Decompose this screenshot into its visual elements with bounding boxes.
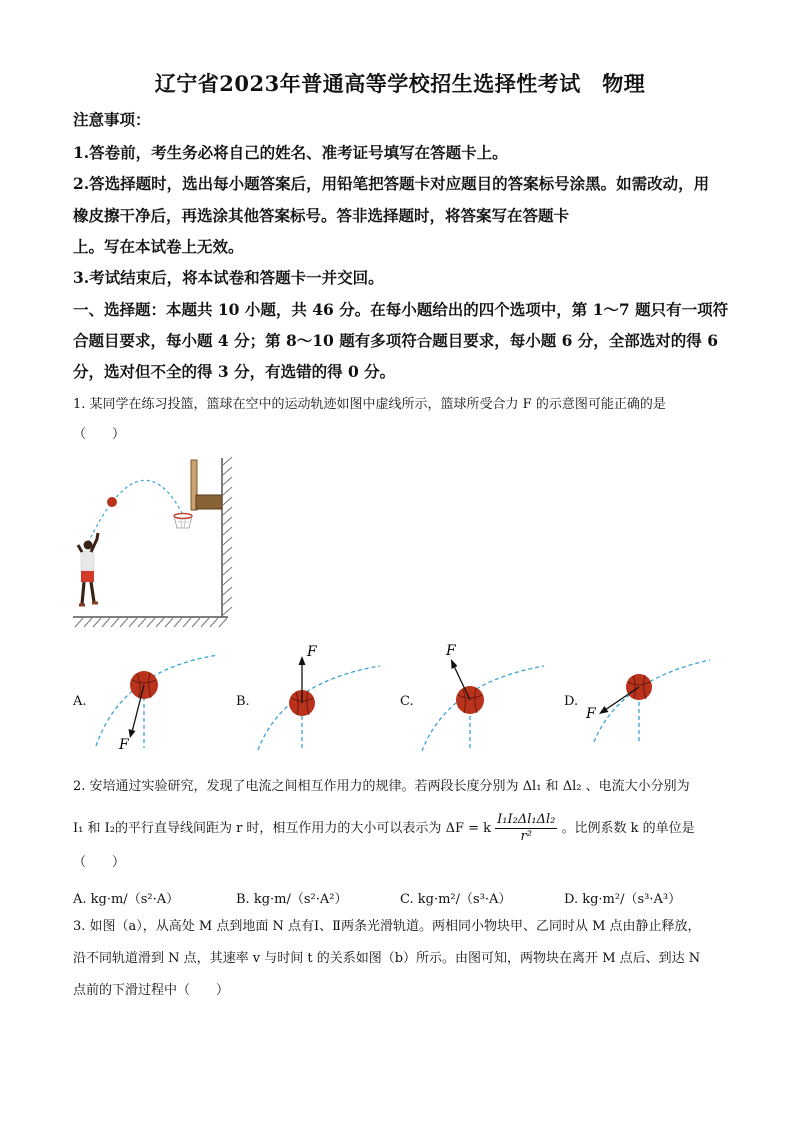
section-intro-line-1: 一、选择题：本题共 10 小题，共 46 分。在每小题给出的四个选项中，第 1～7 题只有一项符 (73, 300, 729, 319)
q2-option-d: D. kg·m²/（s³·A³） (564, 892, 682, 907)
note-2-line-2: 橡皮擦干净后，再选涂其他答案标号。答非选择题时，将答案写在答题卡 (73, 206, 570, 225)
q1-option-c-label: C. (400, 694, 414, 709)
q1-option-d-figure (584, 650, 714, 745)
note-3: 3.考试结束后，将本试卷和答题卡一并交回。 (73, 268, 384, 287)
q2-option-c: C. kg·m²/（s³·A） (400, 892, 512, 907)
q2-fraction-numerator: I₁I₂Δl₁Δl₂ (497, 812, 556, 827)
q3-stem-line-1: 3. 如图（a），从高处 M 点到地面 N 点有Ⅰ、Ⅱ两条光滑轨道。两相同小物块甲、乙同时从 M 点由静止释放， (73, 919, 701, 934)
q1-answer-blank: （ ） (73, 427, 126, 442)
q2-option-b: B. kg·m/（s²·A²） (236, 892, 348, 907)
note-2-line-3: 上。写在本试卷上无效。 (73, 237, 244, 256)
svg-text:F: F (307, 644, 317, 660)
q1-option-c-figure (418, 638, 548, 753)
q2-stem-line-1: 2. 安培通过实验研究，发现了电流之间相互作用力的规律。若两段长度分别为 Δl₁ 和 Δl₂ 、电流大小分别为 (73, 779, 690, 794)
q2-stem-line-2 (73, 812, 695, 845)
q1-option-b-figure (254, 642, 384, 752)
q2-option-a: A. kg·m/（s²·A） (73, 892, 180, 907)
q2-stem-prefix: I₁ 和 I₂的平行直导线间距为 r 时，相互作用力的大小可以表示为 ΔF = k (73, 821, 492, 836)
svg-text:F: F (446, 643, 456, 659)
q1-option-d-label: D. (564, 694, 579, 709)
note-2-line-1: 2.答选择题时，选出每小题答案后，用铅笔把答题卡对应题目的答案标号涂黑。如需改动，用 (73, 174, 710, 193)
basketball-scene-figure (70, 455, 235, 630)
q1-option-a-label: A. (73, 694, 87, 709)
q2-formula-fraction (495, 812, 557, 845)
q2-fraction-denominator: r² (520, 829, 532, 844)
q1-option-b-label: B. (236, 694, 250, 709)
q2-answer-blank: （ ） (73, 855, 126, 870)
page-title: 辽宁省2023年普通高等学校招生选择性考试 物理 (154, 71, 646, 96)
section-intro-line-3: 分，选对但不全的得 3 分，有选错的得 0 分。 (73, 362, 396, 381)
notes-heading: 注意事项： (73, 110, 151, 129)
svg-text:F: F (586, 706, 596, 722)
q2-stem-suffix: 。比例系数 k 的单位是 (561, 821, 695, 836)
q3-stem-line-2: 沿不同轨道滑到 N 点，其速率 v 与时间 t 的关系如图（b）所示。由图可知，两物块在离开 M 点后、到达 N (73, 951, 701, 966)
q1-stem: 1. 某同学在练习投篮，篮球在空中的运动轨迹如图中虚线所示，篮球所受合力 F 的示意图可能正确的是 (73, 397, 666, 412)
q1-option-a-figure (92, 650, 222, 750)
q3-stem-line-3: 点前的下滑过程中（ ） (73, 983, 230, 998)
svg-text:F: F (119, 737, 129, 750)
section-intro-line-2: 合题目要求，每小题 4 分；第 8～10 题有多项符合题目要求，每小题 6 分，全部选对的得 6 (73, 331, 718, 350)
note-1: 1.答卷前，考生务必将自己的姓名、准考证号填写在答题卡上。 (73, 143, 508, 162)
